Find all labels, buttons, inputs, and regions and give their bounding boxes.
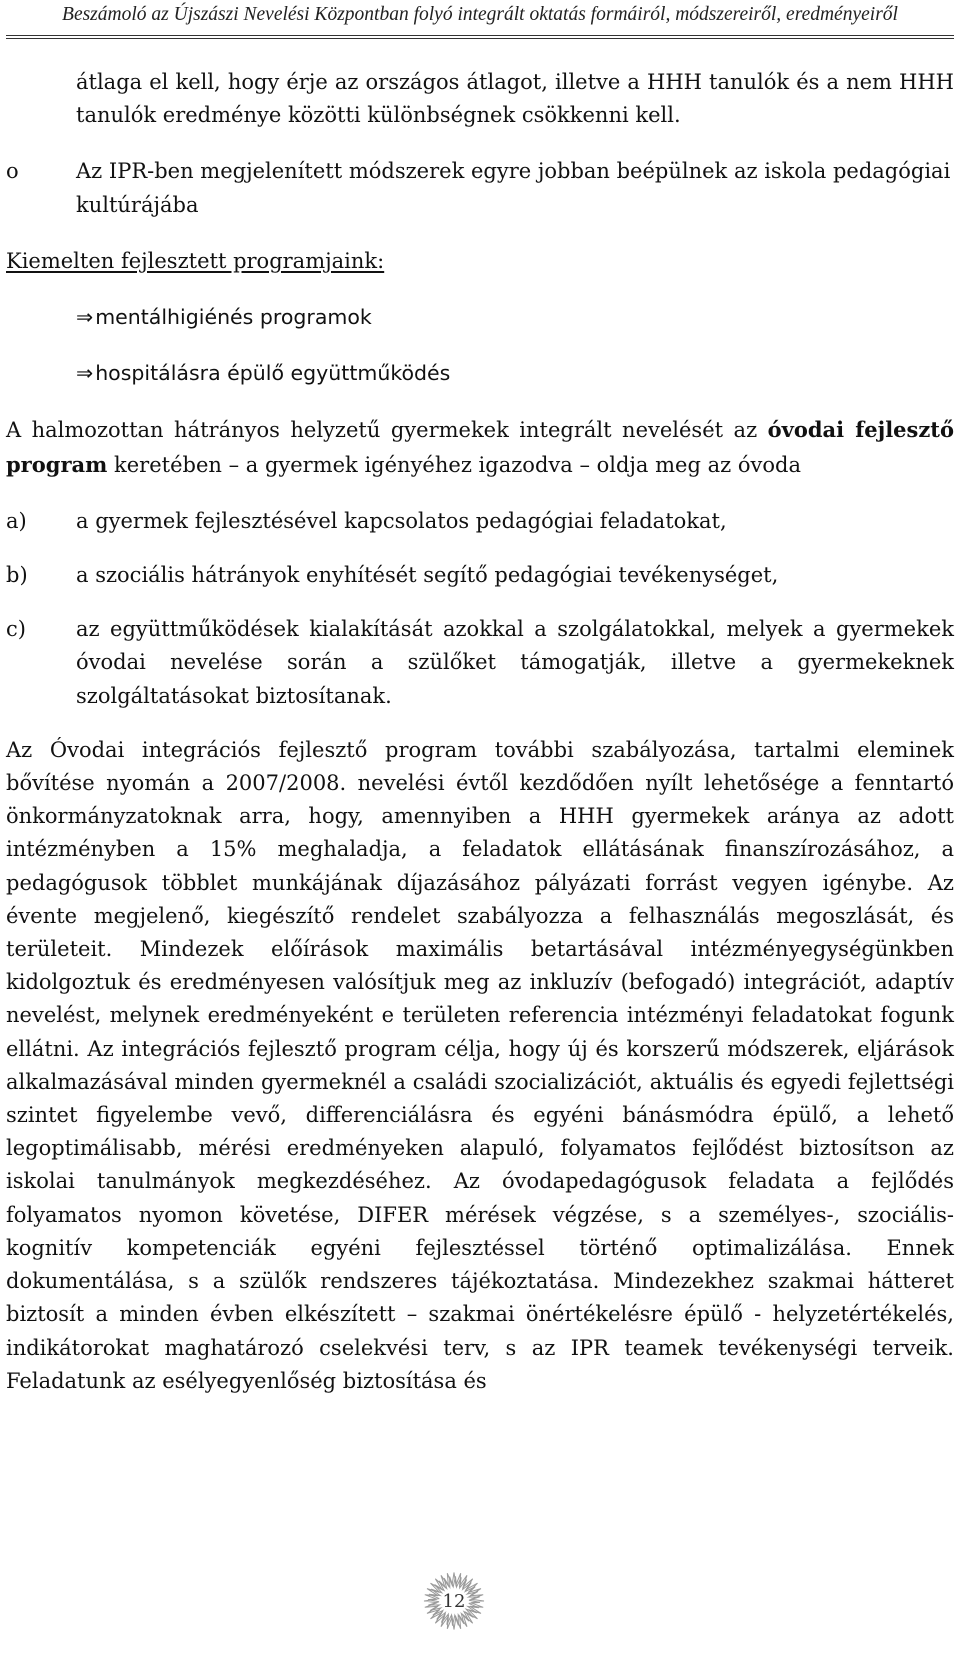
program-label: mentálhigiénés programok	[95, 305, 372, 330]
task-item-b	[6, 559, 954, 592]
program-item-hospitation	[6, 357, 954, 390]
header-rule-top	[6, 35, 954, 36]
task-item-a	[6, 505, 954, 538]
double-arrow-right-icon: ⇒	[76, 361, 94, 386]
page-number: 12	[442, 1591, 466, 1612]
program-item-mental-hygiene	[6, 301, 954, 334]
intro-bold-program: óvodai fejlesztő program	[6, 417, 954, 477]
starburst-ornament-icon	[404, 1563, 504, 1663]
bullet-text: Az IPR-ben megjelenített módszerek egyre jobban beépülnek az iskola pedagógiai kultúrájába	[76, 159, 951, 217]
document-body	[6, 66, 954, 1398]
task-text: a szociális hátrányok enyhítését segítő pedagógiai tevékenységet,	[76, 563, 779, 588]
main-paragraph: Az Óvodai integrációs fejlesztő program további szabályozása, tartalmi eleminek bővítése nyomán a 2007/2008. nevelési évtől kezdődően nyílt lehetősége a fenntartó önkormányzatoknak arra, hogy, amennyiben a HHH gyermekek aránya az adott intézményben a 15% meghaladja, a feladatok ellátásának finanszírozásához, a pedagógusok többlet munkájának díjazásához pályázati forrást vegyen igénybe. Az évente megjelenő, kiegészítő rendelet szabályozza a felhasználás megoszlását, és területeit. Mindezek előírások maximális betartásával intézményegységünkben kidolgoztuk és eredményesen valósítjuk meg az inkluzív (befogadó) integrációt, adaptív nevelést, melynek eredményeként e területen referencia intézményi feladatokat fogunk ellátni. Az integrációs fejlesztő program célja, hogy új és korszerű módszerek, eljárások alkalmazásával minden gyermeknél a családi szocializációt, aktuális és egyedi fejlettségi szintet figyelembe vevő, differenciálásra és egyéni bánásmódra épülő, a lehető legoptimálisabb, mérési eredményeken alapuló, folyamatos fejlődést biztosítson az iskolai tanulmányok megkezdéséhez. Az óvodapedagógusok feladata a fejlődés folyamatos nyomon követése, DIFER mérések végzése, s a személyes-, szociális- kognitív kompetenciák egyéni fejlesztéssel történő optimalizálása. Ennek dokumentálása, s a szülők rendszeres tájékoztatása. Mindezekhez szakmai hátteret biztosít a minden évben elkészített – szakmai önértékelésre épülő - helyzetértékelés, indikátorokat maghatározó cselekvési terv, s az IPR teamek tevékenységi terveik. Feladatunk az esélyegyenlőség biztosítása és	[6, 737, 954, 1393]
intro-text-before: A halmozottan hátrányos helyzetű gyermekek integrált nevelését az	[6, 418, 768, 443]
continuation-paragraph: átlaga el kell, hogy érje az országos átlagot, illetve a HHH tanulók és a nem HHH tanulók eredménye közötti különbségnek csökkenni kell.	[76, 70, 954, 128]
programs-heading: Kiemelten fejlesztett programjaink:	[6, 248, 385, 273]
program-label: hospitálásra épülő együttműködés	[95, 361, 451, 386]
header-rule-bottom	[6, 38, 954, 39]
double-arrow-right-icon: ⇒	[76, 305, 94, 330]
task-text: az együttműködések kialakítását azokkal a szolgálatokkal, melyek a gyermekek óvodai nevelése során a szülőket támogatják, illetve a gyermekeknek szolgáltatásokat biztosítanak.	[76, 617, 954, 708]
task-label: a)	[6, 508, 27, 533]
task-text: a gyermek fejlesztésével kapcsolatos pedagógiai feladatokat,	[76, 508, 727, 533]
task-label: b)	[6, 563, 28, 588]
task-label: c)	[6, 617, 26, 642]
intro-text-after: keretében – a gyermek igényéhez igazodva – oldja meg az óvoda	[107, 452, 801, 477]
bullet-item-ipr	[6, 155, 954, 221]
task-item-c	[6, 613, 954, 713]
page-header-title: Beszámoló az Újszászi Nevelési Központban folyó integrált oktatás formáiról, módszereiről, eredményeiről	[62, 4, 898, 25]
intro-paragraph	[6, 413, 954, 481]
page-number-ornament	[404, 1563, 504, 1663]
circle-bullet-marker: o	[6, 159, 19, 184]
